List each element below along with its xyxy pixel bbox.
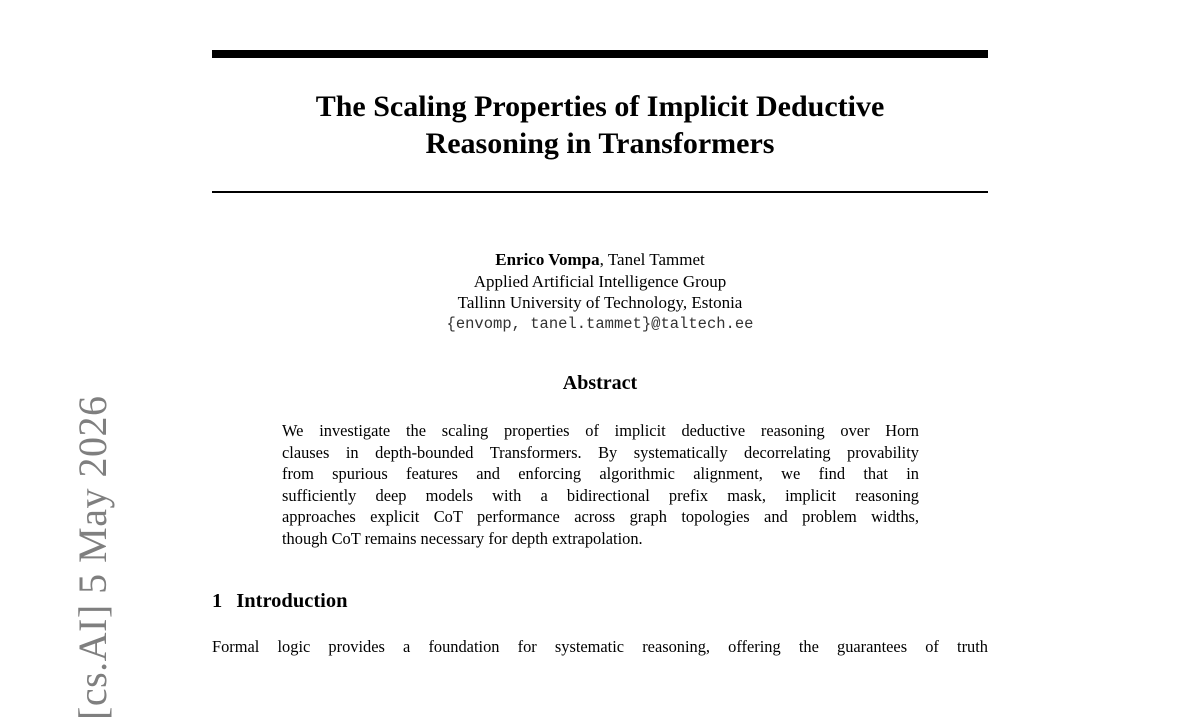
section-number: 1 — [212, 590, 222, 612]
author-block — [212, 249, 988, 335]
title-line-1: The Scaling Properties of Implicit Deductive — [212, 88, 988, 125]
abstract-line: sufficiently deep models with a bidirectional prefix mask, implicit reasoning — [282, 485, 919, 507]
author-names — [212, 249, 988, 271]
abstract-line: clauses in depth-bounded Transformers. By systematically decorrelating provability — [282, 442, 919, 464]
section-title: Introduction — [236, 590, 347, 612]
affiliation-university: Tallinn University of Technology, Estonia — [212, 292, 988, 314]
title-line-2: Reasoning in Transformers — [212, 125, 988, 162]
abstract-line: approaches explicit CoT performance across graph topologies and problem widths, — [282, 506, 919, 528]
abstract-line: though CoT remains necessary for depth extrapolation. — [282, 528, 919, 550]
abstract-heading: Abstract — [212, 371, 988, 395]
abstract-body — [282, 420, 919, 549]
author-primary: Enrico Vompa — [495, 250, 599, 269]
author-emails: {envomp, tanel.tammet}@taltech.ee — [212, 314, 988, 336]
section-heading-introduction — [212, 588, 348, 614]
abstract-line: We investigate the scaling properties of implicit deductive reasoning over Horn — [282, 420, 919, 442]
title-top-rule — [212, 50, 988, 58]
arxiv-side-stamp: [cs.AI] 5 May 2026 — [73, 396, 113, 720]
title-bottom-rule — [212, 191, 988, 193]
abstract-line: from spurious features and enforcing algorithmic alignment, we find that in — [282, 463, 919, 485]
author-secondary: , Tanel Tammet — [600, 250, 705, 269]
affiliation-group: Applied Artificial Intelligence Group — [212, 271, 988, 293]
paper-title — [212, 88, 988, 162]
introduction-first-line: Formal logic provides a foundation for systematic reasoning, offering the guarantees of truth — [212, 636, 988, 657]
